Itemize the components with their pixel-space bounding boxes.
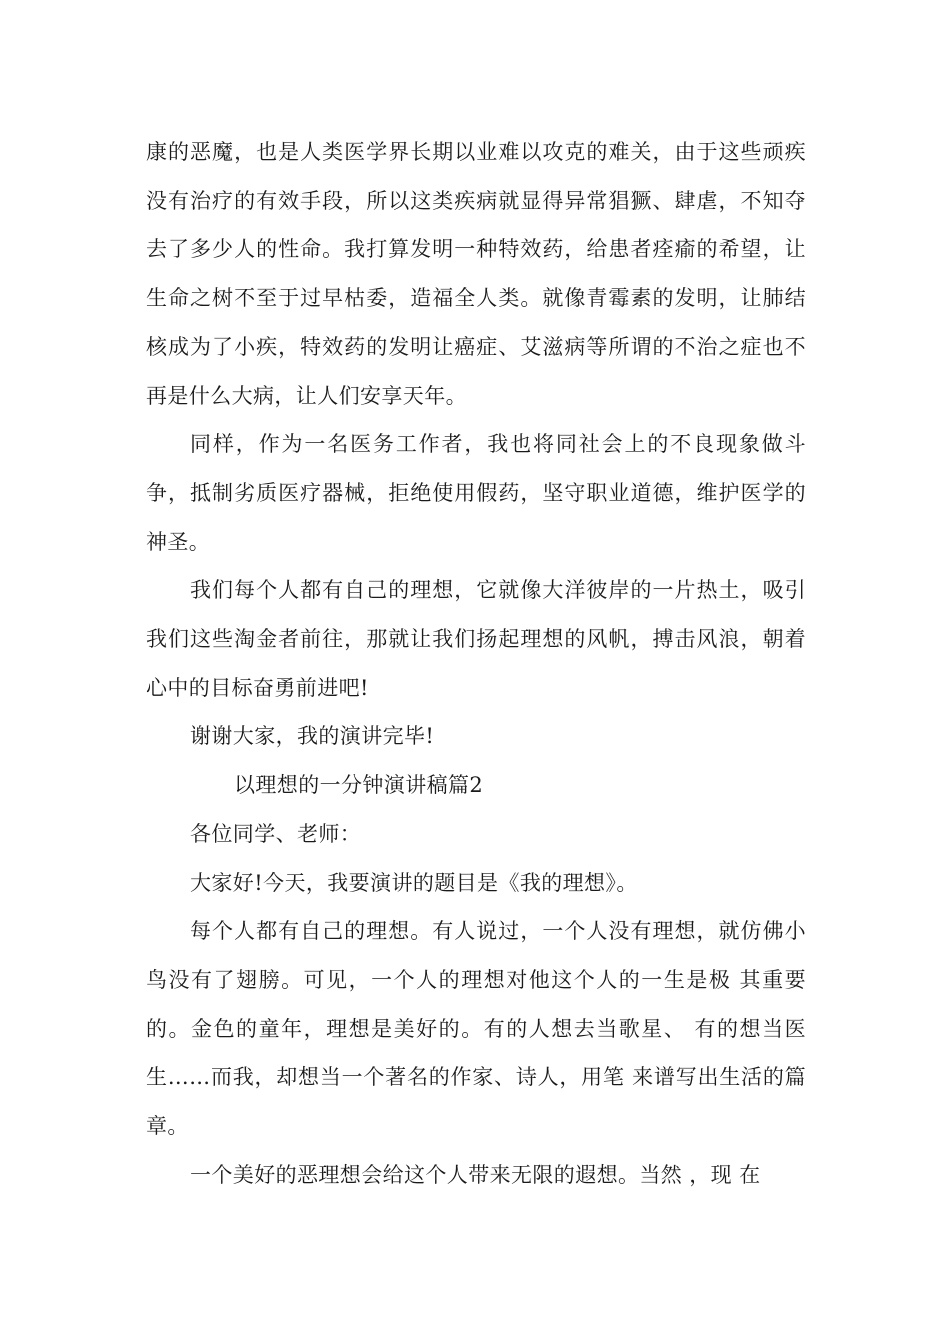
paragraph-thanks: 谢谢大家，我的演讲完毕!: [190, 724, 435, 749]
section-heading: 以理想的一分钟演讲稿篇2: [234, 773, 484, 798]
paragraph-writer-dream: 每个人都有自己的理想。有人说过，一个人没有理想，就仿佛小鸟没有了翅膀。可见，一个人的理想对他这个人的一生是极 其重要的。金色的童年，理想是美好的。有的人想去当歌星、 有的想当医生……而我，却想当一个著名的作家、诗人，用笔 来谱写出生活的篇章。: [146, 919, 806, 1139]
paragraph-continuation: 一个美好的恶理想会给这个人带来无限的遐想。当然 ，现 在: [190, 1162, 761, 1187]
paragraph-salutation: 各位同学、老师：: [190, 821, 362, 846]
paragraph-medical-ethics: 同样，作为一名医务工作者，我也将同社会上的不良现象做斗争，抵制劣质医疗器械，拒绝使用假药，坚守职业道德，维护医学的神圣。: [146, 432, 806, 554]
paragraph-everyone-has-dream: 我们每个人都有自己的理想，它就像大洋彼岸的一片热土，吸引我们这些淘金者前往，那就让我们扬起理想的风帆，搏击风浪，朝着心中的目标奋勇前进吧!: [146, 578, 806, 700]
paragraph-medicine-dream: 康的恶魔，也是人类医学界长期以业难以攻克的难关，由于这些顽疾没有治疗的有效手段，所以这类疾病就显得异常猖獗、肆虐，不知夺去了多少人的性命。我打算发明一种特效药，给患者痊瘉的希望，让生命之树不至于过早枯委，造福全人类。就像青霉素的发明，让肺结核成为了小疾，特效药的发明让癌症、艾滋病等所谓的不治之症也不再是什么大病，让人们安享天年。: [146, 140, 806, 408]
paragraph-greeting: 大家好!今天，我要演讲的题目是《我的理想》。: [190, 870, 638, 895]
document-body: [146, 128, 806, 1199]
